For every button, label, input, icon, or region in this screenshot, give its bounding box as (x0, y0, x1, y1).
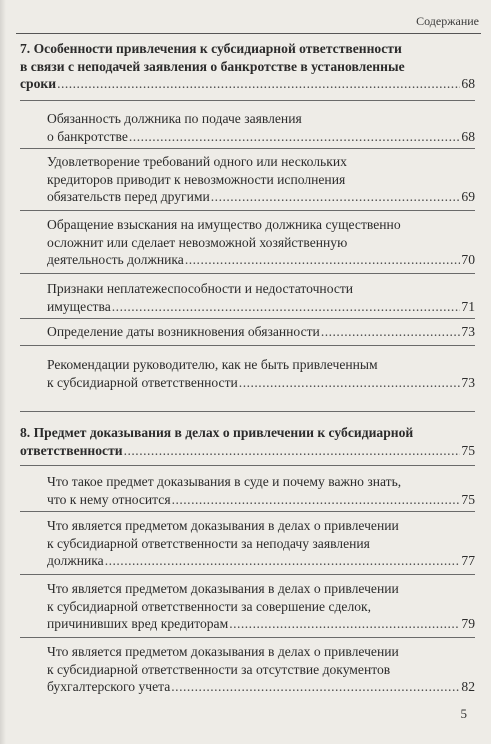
dot-leader (239, 374, 461, 392)
chapter-title-line: 7. Особенности привлечения к субсидиарной ответственности (20, 41, 402, 56)
dot-leader (129, 128, 461, 146)
toc-item[interactable] (47, 517, 475, 570)
separator (20, 345, 475, 346)
separator (20, 148, 475, 149)
toc-item[interactable] (47, 580, 475, 633)
page-number: 75 (461, 491, 475, 507)
item-title-line: Что является предметом доказывания в делах о привлечении (47, 518, 399, 533)
page-number: 69 (461, 189, 475, 204)
separator (20, 574, 475, 575)
separator (20, 273, 475, 274)
toc-item[interactable] (47, 473, 475, 508)
page-number: 82 (461, 679, 475, 694)
dot-leader (124, 442, 461, 460)
item-title-line: Рекомендации руководителю, как не быть привлеченным (47, 357, 378, 372)
page-number: 68 (461, 128, 475, 144)
item-title-line: деятельность должника (47, 252, 184, 267)
item-title-line: бухгалтерского учета (47, 679, 171, 694)
item-title-line: осложнит или сделает невозможной хозяйственную (47, 234, 348, 250)
dot-leader (229, 615, 460, 633)
separator (20, 210, 475, 211)
toc-item[interactable] (47, 323, 475, 341)
item-title-line: обязательств перед другими (47, 189, 210, 204)
dot-leader (185, 251, 461, 269)
item-title-line: причинивших вред кредиторам (47, 616, 229, 631)
page-number: 70 (461, 252, 475, 267)
item-title-line: Удовлетворение требований одного или нескольких (47, 154, 347, 169)
item-title-line: к субсидиарной ответственности за отсутствие документов (47, 661, 391, 677)
dot-leader (112, 298, 461, 316)
item-title-line: имущества (47, 298, 111, 314)
item-title-line: кредиторов приводит к невозможности исполнения (47, 171, 346, 187)
toc-item[interactable] (47, 110, 475, 145)
item-title-line: Что является предметом доказывания в делах о привлечении (47, 644, 399, 659)
dot-leader (105, 552, 461, 570)
toc-item[interactable] (47, 216, 475, 269)
chapter-title-line: 8. Предмет доказывания в делах о привлечении к субсидиарной (20, 425, 414, 440)
item-title-line: к субсидиарной ответственности за совершение сделок, (47, 598, 372, 614)
page-number: 68 (461, 76, 475, 91)
dot-leader (321, 323, 461, 341)
item-title-line: Признаки неплатежеспособности и недостаточности (47, 281, 354, 296)
item-title-line: должника (47, 553, 104, 568)
toc-item[interactable] (47, 280, 475, 315)
dot-leader (211, 188, 461, 206)
separator (20, 511, 475, 512)
dot-leader (57, 75, 460, 93)
dot-leader (172, 491, 461, 509)
page-number: 77 (461, 553, 475, 568)
item-title-line: Определение даты возникновения обязанности (47, 324, 320, 339)
toc-chapter-8[interactable] (20, 424, 475, 459)
chapter-title-line: ответственности (20, 442, 123, 458)
chapter-title-line: в связи с неподачей заявления о банкротстве в установленные (20, 58, 405, 74)
page-edge-shadow (0, 0, 6, 744)
chapter-title-line: сроки (20, 76, 57, 91)
item-title-line: Обращение взыскания на имущество должника существенно (47, 217, 401, 232)
toc-item[interactable] (47, 153, 475, 206)
page-number: 73 (461, 324, 475, 339)
separator (20, 465, 475, 466)
item-title-line: к субсидиарной ответственности за неподачу заявления (47, 535, 370, 551)
toc-item[interactable] (47, 643, 475, 696)
separator (20, 637, 475, 638)
running-head: Содержание (416, 14, 479, 28)
toc-chapter-7[interactable] (20, 40, 475, 93)
toc-item[interactable] (47, 356, 475, 391)
item-title-line: что к нему относится (47, 491, 171, 507)
item-title-line: Что такое предмет доказывания в суде и почему важно знать, (47, 474, 402, 489)
header-rule (16, 33, 481, 34)
item-title-line: к субсидиарной ответственности (47, 374, 238, 390)
item-title-line: Обязанность должника по подаче заявления (47, 111, 302, 126)
separator (20, 411, 475, 412)
separator (20, 318, 475, 319)
page-number: 71 (461, 298, 475, 314)
page-number: 75 (461, 442, 475, 458)
dot-leader (171, 678, 460, 696)
item-title-line: Что является предметом доказывания в делах о привлечении (47, 581, 399, 596)
separator (20, 100, 475, 101)
page-number: 73 (461, 374, 475, 390)
item-title-line: о банкротстве (47, 128, 128, 144)
page-number: 79 (461, 616, 475, 631)
page-folio: 5 (460, 706, 467, 721)
